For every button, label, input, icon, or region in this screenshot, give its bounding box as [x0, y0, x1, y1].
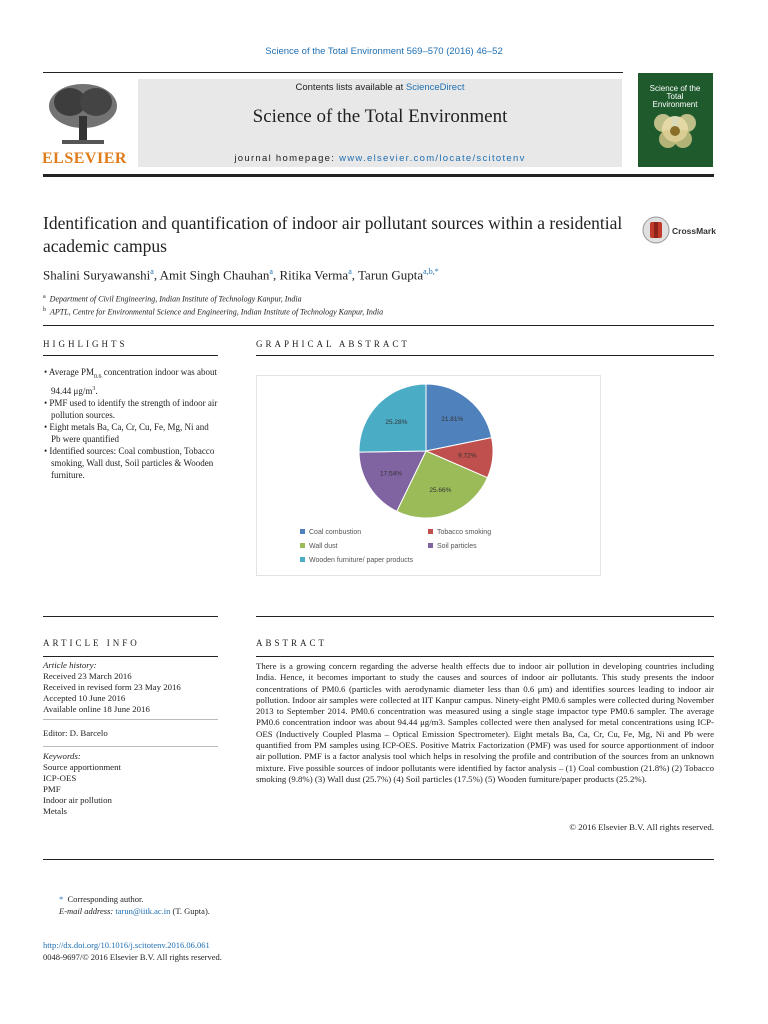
- highlight-item-text: Identified sources: Coal combustion, Tobacco smoking, Wall dust, Soil particles & Wooden furniture.: [49, 445, 215, 480]
- author-name: Tarun Gupta: [358, 267, 424, 283]
- crossmark-icon[interactable]: [642, 216, 670, 244]
- legend-item: [300, 529, 361, 536]
- abstract-rule: [256, 656, 714, 657]
- keywords: [43, 751, 218, 817]
- pie-data-label: 9.72%: [458, 452, 477, 460]
- highlight-item: • Identified sources: Coal combustion, Tobacco smoking, Wall dust, Soil particles & Wooden furniture.: [44, 445, 215, 480]
- history-item: Received 23 March 2016: [43, 671, 132, 681]
- author-affil-link[interactable]: a: [348, 267, 352, 276]
- keyword-item: Metals: [43, 806, 67, 816]
- legend-item: [300, 543, 338, 550]
- affiliation-item: [43, 305, 643, 318]
- affiliation-item: [43, 292, 643, 305]
- cover-title: Science of the Total Environment: [649, 84, 701, 109]
- history-item: Accepted 10 June 2016: [43, 693, 126, 703]
- legend-item: [428, 543, 477, 550]
- sciencedirect-link[interactable]: ScienceDirect: [405, 82, 465, 93]
- author-name: Shalini Suryawanshi: [43, 267, 151, 283]
- legend-label: Wooden furniture/ paper products: [309, 557, 414, 564]
- legend-swatch: [300, 557, 305, 562]
- pie-data-label: 25.66%: [429, 486, 452, 494]
- legend-swatch: [428, 529, 433, 534]
- affiliation-label: b: [43, 306, 46, 313]
- legend-swatch: [300, 543, 305, 548]
- graphical-abstract-heading: GRAPHICAL ABSTRACT: [256, 339, 410, 349]
- author-name: Amit Singh Chauhan: [159, 267, 270, 283]
- contents-available: [138, 82, 622, 93]
- highlight-item: • Average $PM_{0.6}$ concentration indoor was about 94.44 $\mu g/m^3$.: [44, 367, 217, 396]
- author-affil-link[interactable]: a,b,*: [423, 267, 439, 276]
- article-info-divider: [43, 746, 218, 747]
- highlight-item: • Eight metals Ba, Ca, Cr, Cu, Fe, Mg, Ni and Pb were quantified: [44, 421, 209, 444]
- journal-citation[interactable]: Science of the Total Environment 569–570 (2016) 46–52: [265, 46, 503, 57]
- author-list: Shalini Suryawanshi$^a$, Amit Singh Chauhan$^a$, Ritika Verma$^a$, Tarun Gupta$^{a,b,*}$: [43, 267, 439, 283]
- article-info-heading: ARTICLE INFO: [43, 638, 140, 648]
- header-bottom-rule: [43, 174, 714, 177]
- email-owner: (T. Gupta).: [170, 905, 210, 916]
- legend-label: Tobacco smoking: [437, 529, 492, 536]
- legend-label: Wall dust: [309, 543, 338, 550]
- pie-data-label: 25.28%: [385, 418, 408, 426]
- abstract-bottom-rule: [43, 859, 714, 860]
- legend-label: Soil particles: [437, 543, 477, 550]
- keyword-item: ICP-OES: [43, 773, 77, 783]
- email-line: [43, 906, 443, 918]
- crossmark-label[interactable]: CrossMark: [672, 226, 716, 236]
- header-top-rule: [43, 72, 623, 73]
- legend-item: [428, 529, 491, 536]
- issn-line: 0048-9697/© 2016 Elsevier B.V. All rights reserved.: [43, 951, 222, 962]
- legend-item: [300, 557, 414, 564]
- pie-data-label: 21.81%: [441, 415, 464, 423]
- affiliations: [43, 292, 643, 317]
- author-affil-link[interactable]: a: [269, 267, 273, 276]
- article-info-top-rule: [43, 616, 218, 617]
- highlight-item: • PMF used to identify the strength of indoor air pollution sources.: [44, 397, 218, 420]
- contents-prefix: Contents lists available at: [295, 82, 406, 93]
- homepage-prefix: journal homepage:: [234, 153, 340, 164]
- journal-title: Science of the Total Environment: [252, 106, 508, 127]
- doi-block: [43, 940, 443, 963]
- elsevier-wordmark: ELSEVIER: [42, 150, 127, 167]
- keyword-item: PMF: [43, 784, 61, 794]
- abstract-heading: ABSTRACT: [256, 638, 328, 648]
- corresponding-text: Corresponding author.: [67, 894, 144, 904]
- legend-label: Coal combustion: [309, 529, 362, 536]
- email-label: E-mail address:: [59, 905, 116, 916]
- highlights-list: [43, 366, 218, 481]
- highlight-item-text: PMF used to identify the strength of indoor air pollution sources.: [49, 397, 218, 420]
- footnote: [43, 894, 443, 917]
- highlights-heading: HIGHLIGHTS: [43, 339, 128, 349]
- pie-chart: [256, 375, 599, 574]
- article-history-heading: Article history:: [43, 660, 97, 670]
- article-info-divider: [43, 719, 218, 720]
- abstract-top-rule: [256, 616, 714, 617]
- copyright: © 2016 Elsevier B.V. All rights reserved.: [569, 822, 714, 832]
- abstract-text: There is a growing concern regarding the adverse health effects due to indoor air pollution in developing countries including India. Hence, it becomes important to study the causes and sources of indoor air pollutants. This study presents the indoor concentrations of PM0.6 (particles with aerodynamic diameter less than 0.6 μm) and identifies sources leading to indoor air pollution. Indoor air samples were collected at IIT Kanpur campus. Ninety-eight PM0.6 samples were collected during November 2013 to September 2014. PM0.6 concentration was measured using a single stage impactor type PM0.6 sampler. The average PM0.6 concentration indoor was about 94.44 μg/m3. Samples collected were then analysed for metal concentrations using ICP-OES (Inductively Coupled Plasma – Optical Emission Spectrometer). Eight metals Ba, Ca, Cr, Cu, Fe, Mg, Ni and Pb were quantified from PM samples using ICP-OES. Positive Matrix Factorization (PMF) was used for source apportionment of indoor air pollution. PMF is a factor analysis tool which helps in resolving the profile and contribution of the sources from an unknown mixture. Five possible sources of indoor pollutants were identified by factor analysis – (1) Coal combustion (21.8%) (2) Tobacco smoking (9.8%) (3) Wall dust (25.7%) (4) Soil particles (17.5%) (5) Wooden furniture/paper products (25.2%).: [256, 661, 714, 784]
- author-affil-link[interactable]: a: [150, 267, 154, 276]
- email-link[interactable]: tarun@iitk.ac.in: [115, 905, 171, 916]
- legend-swatch: [300, 529, 305, 534]
- affiliation-text: Department of Civil Engineering, Indian Institute of Technology Kanpur, India: [49, 294, 302, 304]
- highlight-item-text: Eight metals Ba, Ca, Cr, Cu, Fe, Mg, Ni and Pb were quantified: [49, 421, 209, 444]
- affiliation-label: a: [43, 294, 46, 300]
- homepage-link[interactable]: www.elsevier.com/locate/scitotenv: [339, 153, 526, 164]
- history-item: Available online 18 June 2016: [43, 704, 150, 714]
- author-name: Ritika Verma: [279, 267, 349, 283]
- affiliation-text: APTL, Centre for Environmental Science and Engineering, Indian Institute of Technology Kanpur, India: [50, 307, 384, 317]
- journal-homepage: [138, 153, 622, 164]
- article-info-rule: [43, 656, 218, 657]
- pie-data-label: 17.54%: [379, 470, 403, 478]
- graphical-abstract-rule: [256, 355, 714, 356]
- article-info: [43, 660, 218, 715]
- section-divider: [43, 325, 714, 326]
- highlights-rule: [43, 355, 218, 356]
- doi-link[interactable]: http://dx.doi.org/10.1016/j.scitotenv.2016.06.061: [43, 940, 210, 950]
- legend-swatch: [428, 543, 433, 548]
- asterisk-icon: *: [59, 894, 64, 904]
- keyword-item: Source apportionment: [43, 762, 121, 772]
- history-item: Received in revised form 23 May 2016: [43, 682, 181, 692]
- paper-title: Identification and quantification of indoor air pollutant sources within a residential academic campus: [43, 213, 623, 256]
- corresponding-author: [43, 894, 443, 906]
- editor: Editor: D. Barcelo: [43, 728, 108, 738]
- keywords-heading: Keywords:: [43, 751, 81, 761]
- keyword-item: Indoor air pollution: [43, 795, 112, 805]
